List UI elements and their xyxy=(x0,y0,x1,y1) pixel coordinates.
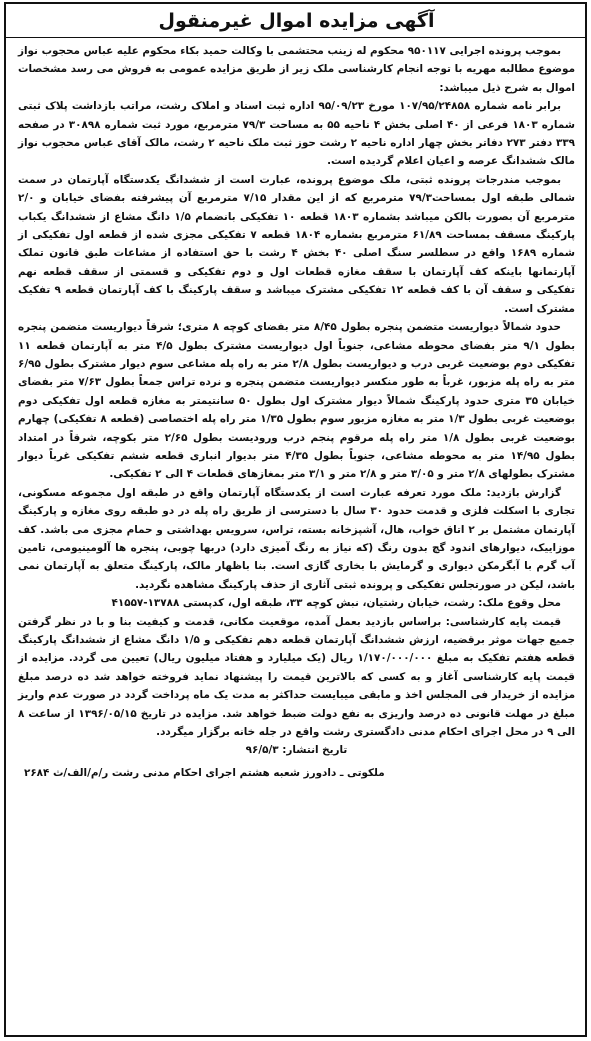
paragraph-boundaries: حدود شمالاً دیواریست متضمن پنجره بطول ۸/۴۵ متر بفضای کوچه ۸ متری؛ شرقاً دیواریست متضمن پنجره بطول ۹/۱ متر بفضای محوطه مشاعی، جنوباً اول دیواریست مشترک بطول ۴/۵ متر به آپارتمان قطعه ۱۱ تفکیکی دوم بوضعیت غربی درب و دیواریست بطول ۲/۸ متر به راه پله مشاعی سوم دیوار مشترک بطول ۶/۹۵ متر به راه پله مزبور، غرباً به طور منکسر دیواریست متضمن پنجره و نرده تراس جمعاً بطول ۷/۶۳ متر بفضای خیابان ۳۵ متری حدود پارکینگ شمالاً دیوار مشترک اول بطول ۵۰ سانتیمتر به مغازه قطعه اول تفکیکی دوم بوضعیت غربی بطول ۱/۳ متر به مغازه مزبور سوم بطول ۱/۳۵ متر راه پله اختصاصی (قطعه ۸ تفکیکی) چهارم بوضعیت غربی بطول ۱/۸ متر راه پله مرقوم پنجم درب ورودیست بطول ۲/۶۵ متر بکوچه، شرقاً در امتداد بطول ۱۴/۹۵ متر به محوطه مشاعی، جنوباً بطول ۴/۳۵ متر بدیوار انباری قطعه ششم تفکیکی غرباً دیوار مشترک بطولهای ۲/۸ متر و ۳/۰۵ متر و ۲/۸ متر و ۳/۱ متر بمغازهای قطعات ۴ الی ۲ تفکیکی. xyxy=(18,321,576,481)
paragraph-property-description: بموجب مندرجات پرونده ثبتی، ملک موضوع پرونده، عبارت است از ششدانگ یکدستگاه آپارتمان در سمت شمالی طبقه اول بمساحت۷۹/۳ مترمربع که از این مقدار ۷/۱۵ مترمربع آن پیشرفته بفضای خیابان و ۲/۰ مترمربع آن بصورت بالکن میباشد بشماره ۱۸۰۳ قطعه ۱۰ تفکیکی بانضمام ۱/۵ دانگ مشاع از ششدانگ یکباب پارکینگ مسقف بمساحت ۶۱/۸۹ مترمربع بشماره ۱۸۰۴ قطعه ۷ تفکیکی مجزی شده از قطعه اول تفکیکی از شماره ۱۶۸۹ واقع در سطلسر سنگ اصلی ۴۰ بخش ۴ رشت با حق استفاده از مشاعات طبق قانون تملک آپارتمانها باینکه کف آپارتمان با سقف مغازه قطعات اول و دوم تفکیکی و قسمتی از سقف قطعه نهم تفکیکی و سقف آن با کف قطعه ۱۲ تفکیکی مشترک میباشد و سقف پارکینگ با کف آپارتمان قطعه ۹ تفکیک مشترک است. xyxy=(18,173,576,315)
publish-date: تاریخ انتشار: ۹۶/۵/۳ xyxy=(245,744,348,757)
paragraph-location: محل وقوع ملک: رشت، خیابان رشتیان، نبش کوچه ۳۳، طبقه اول، کدپستی ۱۳۷۸۸-۴۱۵۵۷ xyxy=(111,597,561,610)
paragraph-intro: بموجب پرونده اجرایی ۹۵۰۱۱۷ محکوم له زینب محتشمی با وکالت حمید بکاء محکوم علیه عباس محجوب نواز موضوع مطالبه مهریه با توجه انجام کارشناسی ملک زیر از طریق مزایده عمومی به فروش می رسد مشخصات اموال به شرح ذیل میباشد: xyxy=(18,45,575,94)
signature-footer: ملکوتی ـ دادورز شعبه هشتم اجرای احکام مدنی رشت ر/م/الف/ث ۲۶۸۴ xyxy=(24,766,385,779)
notice-title: آگهی مزایده اموال غیرمنقول xyxy=(158,10,435,32)
paragraph-base-price: قیمت پایه کارشناسی: براساس بازدید بعمل آمده، موقعیت مکانی، قدمت و کیفیت بنا و با در نظر گرفتن جمیع جهات موثر برقضیه، ارزش ششدانگ آپارتمان قطعه دهم تفکیکی و ۱/۵ دانگ مشاع از ششدانگ پارکینگ قطعه هفتم تفکیک به مبلغ ۱/۱۷۰/۰۰۰/۰۰۰ ریال (یک میلیارد و هفتاد میلیون ریال) تعیین می گردد. مزایده از قیمت پایه کارشناسی آغاز و به کسی که بالاترین قیمت را پیشنهاد نماید فروخته خواهد شد ده درصد مبلغ مزایده از خریدار فی المجلس اخذ و مابقی میبایست حداکثر به مدت یک ماه پرداخت گردد در صورت عدم واریز مبلغ در مهلت قانونی ده درصد واریزی به نفع دولت ضبط خواهد شد. مزایده در تاریخ ۱۳۹۶/۰۵/۱۵ از ساعت ۸ الی ۹ در محل اجرای احکام مدنی دادگستری رشت واقع در جله خانه برگزار میگردد. xyxy=(18,615,575,739)
paragraph-registration: برابر نامه شماره ۱۰۷/۹۵/۲۴۸۵۸ مورخ ۹۵/۰۹/۲۳ اداره ثبت اسناد و املاک رشت، مراتب بازداشت پلاک ثبتی شماره ۱۸۰۳ فرعی از ۴۰ اصلی بخش ۴ ناحیه ۵۵ به مساحت ۷۹/۳ مترمربع، مورد ثبت شماره ۳۰۸۹۸ در صفحه ۳۳۹ دفتر ۲۷۳ دفاتر بخش چهار اداره ناحیه ۲ رشت حوز ثبت ملک ناحیه ۲ رشت، مالک آقای عباس محجوب نواز مالک ششدانگ عرصه و اعیان اعلام گردیده است. xyxy=(18,100,576,168)
paragraph-inspection-report: گزارش بازدید: ملک مورد تعرفه عبارت است از یکدستگاه آپارتمان واقع در طبقه اول مجموعه مسکونی، تجاری با اسکلت فلزی و قدمت حدود ۳۰ سال با دسترسی از طریق راه پله در دو طبقه روی مغازه و پارکینگ آپارتمان مشتمل بر ۲ اتاق خواب، هال، آشپزخانه بسته، تراس، سرویس بهداشتی و حمام مجزی می باشد. کف موزاییک، دیوارهای اندود گچ بدون رنگ (که نیاز به رنگ آمیزی دارد) دربها چوبی، پنجره ها آلومینیومی، تامین آب گرم با آبگرمکن دیواری و گرمایش با بخاری گازی است. بنا باظهار مالک، پارکینگ متعلق به آپارتمان نمی باشد، لیکن در صورتجلس تفکیکی و پرونده ثبتی آثاری از حذف پارکینگ مشاهده نگردید. xyxy=(18,486,575,591)
title-divider xyxy=(6,37,585,38)
auction-notice xyxy=(4,2,587,1037)
